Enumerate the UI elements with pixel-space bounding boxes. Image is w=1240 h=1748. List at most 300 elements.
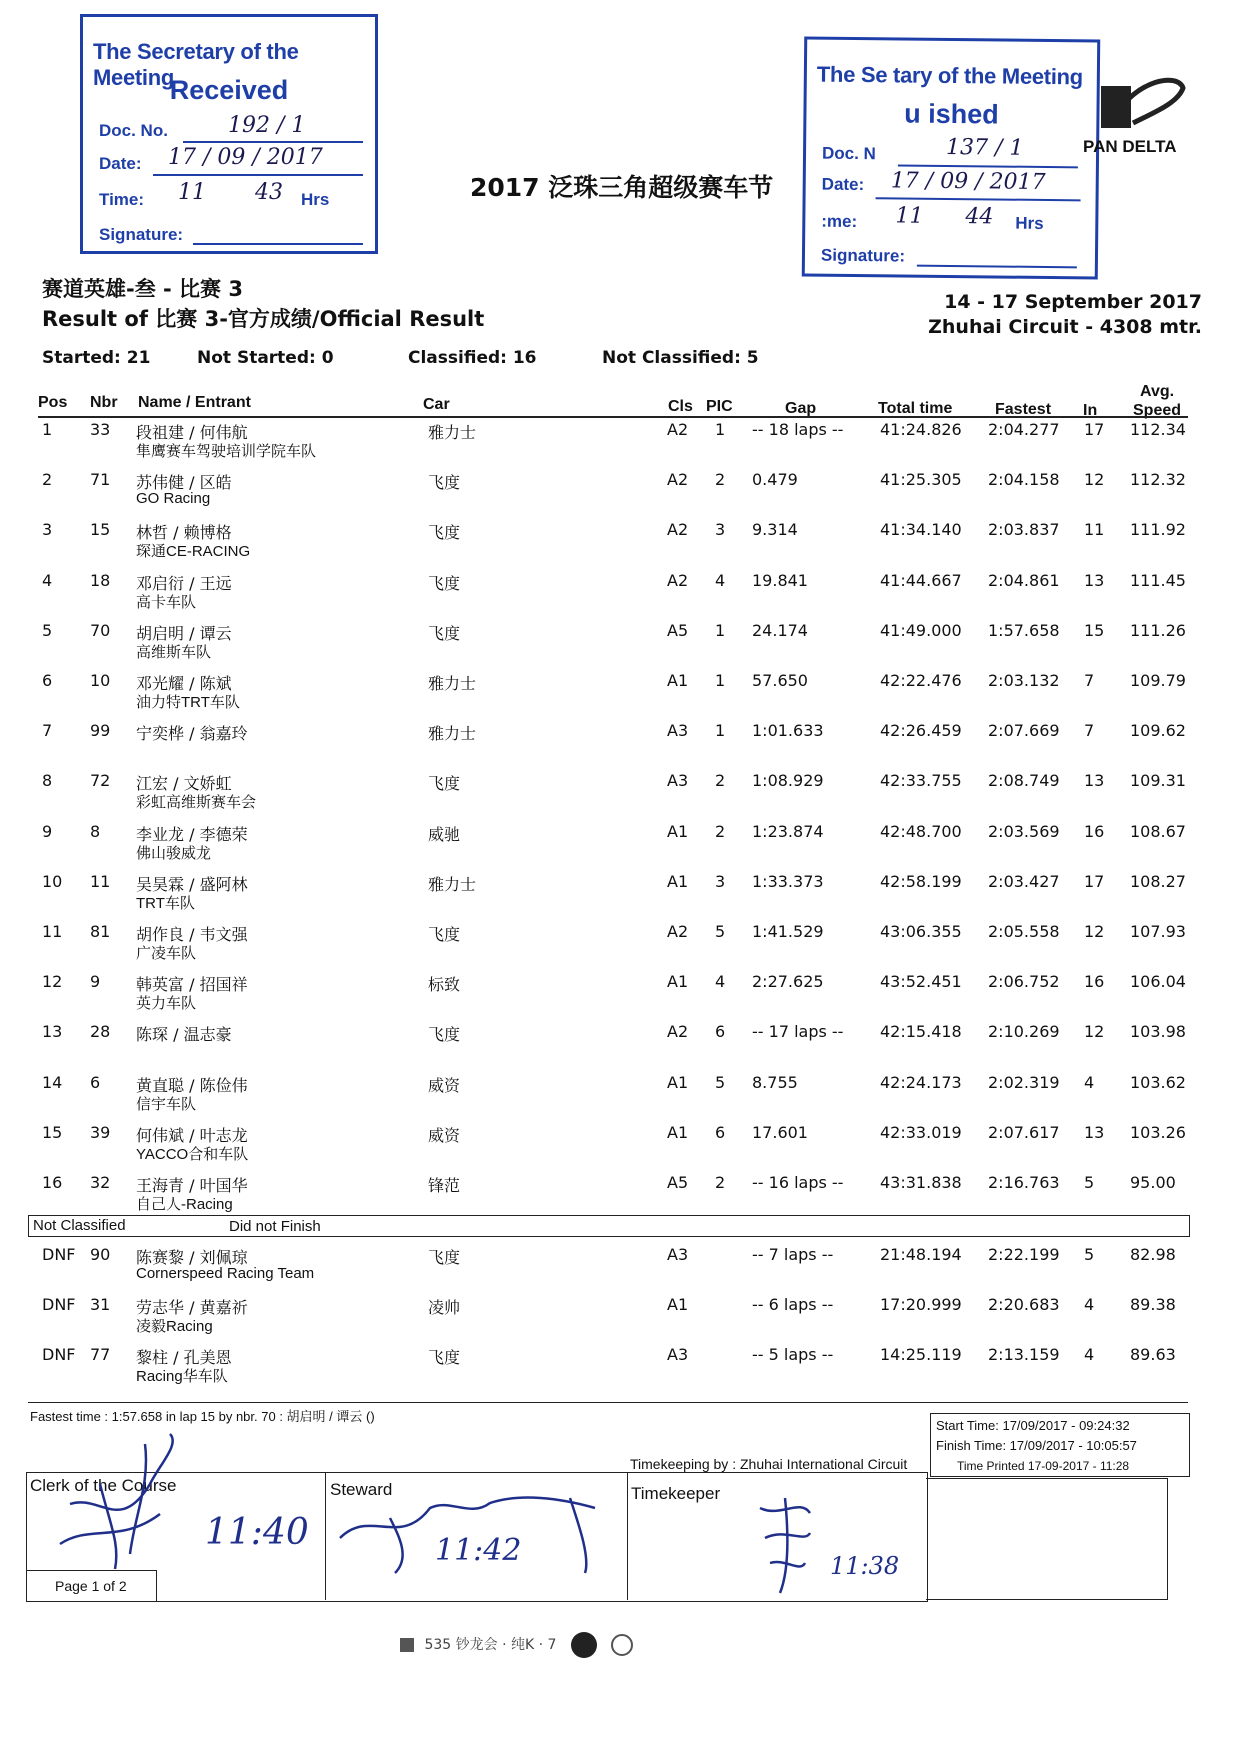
- row-cls: A1: [667, 871, 689, 891]
- row-car: 威资: [428, 1075, 461, 1095]
- table-row: [0, 1245, 1240, 1291]
- row-gap: 24.174: [752, 620, 808, 640]
- row-cls: A3: [667, 721, 689, 741]
- row-total-time: 42:48.700: [880, 821, 962, 841]
- partner-logos-text: 535 钞龙会 · 纯K · 7: [424, 1637, 557, 1653]
- row-fastest: 2:16.763: [988, 1173, 1060, 1192]
- steward-time: 11:42: [435, 1533, 522, 1568]
- row-car: 飞度: [428, 1025, 461, 1045]
- stamp-date-value: 17 / 09 / 2017: [168, 145, 323, 170]
- count-not-started: Not Started: 0: [197, 348, 334, 368]
- row-speed: 111.45: [1130, 570, 1186, 590]
- row-gap: 57.650: [752, 671, 808, 690]
- row-drivers: 陈琛 / 温志豪: [136, 1025, 232, 1045]
- row-car: 雅力士: [428, 423, 477, 442]
- table-row: [0, 470, 1240, 516]
- row-entrant: TRT车队: [136, 894, 195, 912]
- row-gap: 1:41.529: [752, 922, 824, 941]
- row-car: 雅力士: [428, 874, 477, 894]
- row-total-time: 21:48.194: [880, 1245, 962, 1264]
- row-total-time: 42:15.418: [880, 1022, 962, 1042]
- row-drivers: 黄直聪 / 陈俭伟: [136, 1075, 248, 1095]
- row-gap: 8.755: [752, 1072, 798, 1092]
- row-nbr: 10: [90, 671, 111, 690]
- row-entrant: 英力车队: [136, 995, 197, 1013]
- row-car: 飞度: [428, 1348, 461, 1367]
- row-nbr: 72: [90, 771, 111, 791]
- row-nbr: 8: [90, 821, 101, 841]
- row-cls: A5: [667, 1173, 689, 1192]
- row-pic: 3: [715, 871, 726, 891]
- row-pos: 1: [42, 420, 53, 439]
- row-drivers: 邓光耀 / 陈斌: [136, 674, 232, 693]
- row-cls: A2: [667, 520, 689, 540]
- finish-time: Finish Time: 17/09/2017 - 10:05:57: [936, 1438, 1137, 1453]
- row-drivers: 王海青 / 叶国华: [136, 1176, 248, 1195]
- row-car: 威资: [428, 1125, 461, 1145]
- count-started: Started: 21: [42, 348, 151, 368]
- not-classified-bar: [28, 1215, 1190, 1237]
- row-car: 飞度: [428, 623, 461, 643]
- not-classified-label: Not Classified: [33, 1217, 126, 1234]
- row-cls: A2: [667, 922, 689, 941]
- stamp-status: Received: [169, 75, 289, 105]
- row-drivers: 胡作良 / 韦文强: [136, 925, 248, 944]
- stamp-title: The Secretary of the Meeting: [93, 39, 299, 90]
- row-cls: A1: [667, 1295, 689, 1314]
- table-row: [0, 621, 1240, 667]
- row-speed: 89.38: [1130, 1295, 1176, 1314]
- row-pos: 9: [42, 821, 53, 841]
- row-car: 雅力士: [428, 724, 477, 744]
- row-total-time: 41:49.000: [880, 620, 962, 640]
- timekeeper-time: 11:38: [830, 1552, 900, 1580]
- steward-label: Steward: [330, 1480, 393, 1499]
- row-pic: 2: [715, 821, 726, 841]
- row-pic: 1: [715, 671, 726, 690]
- row-total-time: 43:31.838: [880, 1173, 962, 1192]
- timekeeper-label: Timekeeper: [631, 1484, 721, 1503]
- row-pos: 2: [42, 470, 53, 490]
- row-pic: 4: [715, 972, 726, 992]
- row-car: 锋范: [428, 1176, 461, 1195]
- row-fastest: 2:02.319: [988, 1072, 1060, 1092]
- row-in: 13: [1084, 771, 1105, 791]
- row-car: 飞度: [428, 523, 461, 543]
- row-entrant: 高维斯车队: [136, 643, 212, 661]
- row-speed: 111.26: [1130, 620, 1186, 640]
- row-speed: 95.00: [1130, 1173, 1176, 1192]
- row-gap: 1:33.373: [752, 871, 824, 891]
- stamp-time-label: :me:: [821, 211, 858, 232]
- row-entrant: 自己人-Racing: [136, 1196, 233, 1213]
- row-in: 13: [1084, 570, 1105, 590]
- row-in: 4: [1084, 1295, 1095, 1314]
- row-entrant: 琛通CE-RACING: [136, 543, 251, 561]
- row-gap: -- 5 laps --: [752, 1345, 834, 1364]
- stamp-time-label: Time:: [99, 190, 145, 209]
- table-row: [0, 520, 1240, 566]
- circuit-info: Zhuhai Circuit - 4308 mtr.: [928, 316, 1202, 338]
- count-not-classified: Not Classified: 5: [602, 348, 759, 368]
- event-dates-block: [928, 290, 1202, 340]
- row-gap: -- 16 laps --: [752, 1173, 844, 1192]
- row-pic: 6: [715, 1122, 726, 1142]
- row-speed: 107.93: [1130, 922, 1186, 941]
- row-pos: DNF: [42, 1295, 76, 1314]
- row-car: 标致: [428, 975, 461, 995]
- row-fastest: 2:03.427: [988, 871, 1060, 891]
- row-pic: 5: [715, 922, 726, 941]
- header-gap: Gap: [785, 400, 817, 417]
- table-row: [0, 922, 1240, 968]
- row-fastest: 2:13.159: [988, 1345, 1060, 1364]
- row-cls: A1: [667, 671, 689, 690]
- row-drivers: 江宏 / 文娇虹: [136, 774, 232, 794]
- stamp-date-value: 17 / 09 / 2017: [890, 168, 1046, 195]
- stamp-signature-label: Signature:: [820, 245, 906, 266]
- row-entrant: GO Racing: [136, 490, 211, 508]
- table-row: [0, 1173, 1240, 1219]
- table-row: [0, 771, 1240, 817]
- header-pic: PIC: [706, 398, 733, 415]
- row-nbr: 9: [90, 972, 101, 992]
- row-total-time: 41:24.826: [880, 420, 962, 439]
- row-gap: 17.601: [752, 1122, 808, 1142]
- row-gap: -- 17 laps --: [752, 1022, 844, 1042]
- row-speed: 108.27: [1130, 871, 1186, 891]
- partner-logos: [400, 1632, 633, 1658]
- row-entrant: 彩虹高维斯赛车会: [136, 794, 257, 812]
- row-drivers: 吴昊霖 / 盛阿林: [136, 874, 248, 894]
- stamp-status: u ished: [904, 98, 999, 130]
- row-speed: 109.79: [1130, 671, 1186, 690]
- table-row: [0, 1345, 1240, 1391]
- row-nbr: 6: [90, 1072, 101, 1092]
- row-fastest: 1:57.658: [988, 620, 1060, 640]
- row-drivers: 胡启明 / 谭云: [136, 623, 232, 643]
- row-car: 飞度: [428, 473, 461, 493]
- row-drivers: 苏伟健 / 区皓: [136, 473, 232, 493]
- row-total-time: 43:52.451: [880, 972, 962, 992]
- row-gap: 1:01.633: [752, 721, 824, 741]
- logo-text: PAN DELTA: [1083, 137, 1177, 156]
- row-speed: 89.63: [1130, 1345, 1176, 1364]
- clerk-label: Clerk of the Course: [30, 1476, 177, 1495]
- row-in: 4: [1084, 1345, 1095, 1364]
- stamp-signature-label: Signature:: [99, 225, 184, 244]
- row-fastest: 2:10.269: [988, 1022, 1060, 1042]
- row-speed: 103.62: [1130, 1072, 1186, 1092]
- table-row: [0, 822, 1240, 868]
- clerk-time: 11:40: [205, 1512, 309, 1553]
- row-total-time: 42:26.459: [880, 721, 962, 741]
- row-gap: 9.314: [752, 520, 798, 540]
- header-cls: Cls: [668, 398, 693, 415]
- stamp-date-label: Date:: [821, 174, 865, 195]
- row-in: 5: [1084, 1173, 1095, 1192]
- row-gap: 0.479: [752, 470, 798, 490]
- row-total-time: 42:58.199: [880, 871, 962, 891]
- row-drivers: 何伟斌 / 叶志龙: [136, 1125, 248, 1145]
- row-in: 15: [1084, 620, 1105, 640]
- table-row: [0, 571, 1240, 617]
- partner-logo-icon: [611, 1634, 633, 1656]
- row-nbr: 39: [90, 1122, 111, 1142]
- row-speed: 103.98: [1130, 1022, 1186, 1042]
- row-in: 4: [1084, 1072, 1095, 1092]
- row-entrant: 油力特TRT车队: [136, 694, 240, 711]
- stamp-date-label: Date:: [99, 154, 142, 173]
- row-fastest: 2:04.158: [988, 470, 1060, 490]
- row-speed: 82.98: [1130, 1245, 1176, 1264]
- row-total-time: 41:34.140: [880, 520, 962, 540]
- event-title: 2017 泛珠三角超级赛车节: [470, 173, 774, 202]
- row-entrant: Racing华车队: [136, 1368, 228, 1385]
- row-gap: -- 7 laps --: [752, 1245, 834, 1264]
- timekeeping-by: Timekeeping by : Zhuhai International Circuit: [630, 1456, 908, 1472]
- stamp-doc-label: Doc. No.: [99, 121, 168, 140]
- stamp-published: [802, 36, 1100, 279]
- row-pos: 15: [42, 1122, 63, 1142]
- row-fastest: 2:07.669: [988, 721, 1060, 741]
- row-cls: A2: [667, 570, 689, 590]
- row-entrant: 凌毅Racing: [136, 1318, 213, 1335]
- row-nbr: 11: [90, 871, 111, 891]
- row-total-time: 42:33.755: [880, 771, 962, 791]
- race-title: Result of 比赛 3-官方成绩/Official Result: [42, 307, 485, 331]
- header-nbr: Nbr: [90, 394, 118, 411]
- row-drivers: 韩英富 / 招国祥: [136, 975, 248, 995]
- row-pic: 1: [715, 721, 726, 741]
- row-speed: 112.34: [1130, 420, 1186, 439]
- row-pos: 3: [42, 520, 53, 540]
- row-pic: 6: [715, 1022, 726, 1042]
- row-speed: 109.31: [1130, 771, 1186, 791]
- row-in: 11: [1084, 520, 1105, 540]
- event-dates: 14 - 17 September 2017: [944, 291, 1202, 313]
- row-cls: A3: [667, 1245, 689, 1264]
- row-entrant: 高卡车队: [136, 593, 197, 611]
- timekeeper-signature: [750, 1488, 820, 1598]
- row-drivers: 段祖建 / 何伟航: [136, 423, 248, 442]
- row-total-time: 42:24.173: [880, 1072, 962, 1092]
- header-speed: Speed: [1133, 402, 1182, 419]
- count-classified: Classified: 16: [408, 348, 537, 368]
- row-pos: 5: [42, 620, 53, 640]
- row-cls: A2: [667, 420, 689, 439]
- row-pos: 16: [42, 1173, 63, 1192]
- row-nbr: 32: [90, 1173, 111, 1192]
- row-cls: A1: [667, 1072, 689, 1092]
- row-gap: 19.841: [752, 570, 808, 590]
- divider: [627, 1472, 628, 1600]
- start-time: Start Time: 17/09/2017 - 09:24:32: [936, 1418, 1130, 1433]
- row-pic: 3: [715, 520, 726, 540]
- row-gap: 1:08.929: [752, 771, 824, 791]
- row-drivers: 陈赛黎 / 刘佩琼: [136, 1248, 248, 1267]
- footer-divider: [28, 1402, 1188, 1403]
- row-cls: A1: [667, 972, 689, 992]
- row-in: 7: [1084, 721, 1095, 741]
- row-entrant: YACCO合和车队: [136, 1145, 249, 1163]
- row-car: 飞度: [428, 925, 461, 944]
- stamp-doc-value: 137 / 1: [945, 134, 1024, 161]
- header-total-time: Total time: [878, 400, 953, 417]
- row-cls: A1: [667, 821, 689, 841]
- stamp-doc-label: Doc. N: [821, 143, 876, 164]
- row-pos: DNF: [42, 1345, 76, 1364]
- page-number: Page 1 of 2: [55, 1578, 127, 1594]
- row-car: 雅力士: [428, 674, 477, 693]
- stamp-time-hour: 11: [895, 203, 924, 229]
- row-total-time: 41:25.305: [880, 470, 962, 490]
- row-fastest: 2:07.617: [988, 1122, 1060, 1142]
- row-in: 16: [1084, 821, 1105, 841]
- row-drivers: 李业龙 / 李德荣: [136, 824, 248, 844]
- stamp-time-minute: 44: [965, 204, 994, 230]
- stamp-hrs-label: Hrs: [1015, 213, 1044, 233]
- row-fastest: 2:03.569: [988, 821, 1060, 841]
- row-fastest: 2:03.837: [988, 520, 1060, 540]
- row-pic: 2: [715, 771, 726, 791]
- partner-logo-icon: [400, 1638, 414, 1652]
- row-pos: 12: [42, 972, 63, 992]
- row-cls: A3: [667, 1345, 689, 1364]
- row-entrant: 佛山骏威龙: [136, 844, 212, 862]
- row-drivers: 宁奕桦 / 翁嘉玲: [136, 724, 248, 744]
- row-pic: 1: [715, 620, 726, 640]
- row-nbr: 99: [90, 721, 111, 741]
- row-in: 17: [1084, 871, 1105, 891]
- row-car: 凌帅: [428, 1298, 461, 1317]
- row-pos: 4: [42, 570, 53, 590]
- header-in: In: [1083, 402, 1098, 419]
- row-car: 飞度: [428, 1248, 461, 1267]
- row-in: 16: [1084, 972, 1105, 992]
- did-not-finish-label: Did not Finish: [229, 1218, 321, 1235]
- row-cls: A1: [667, 1122, 689, 1142]
- table-row: [0, 420, 1240, 466]
- table-row: [0, 721, 1240, 767]
- clerk-signature: [40, 1424, 190, 1574]
- row-cls: A3: [667, 771, 689, 791]
- row-total-time: 42:33.019: [880, 1122, 962, 1142]
- row-drivers: 林哲 / 赖博格: [136, 523, 232, 543]
- row-pos: 8: [42, 771, 53, 791]
- stamp-time-hour: 11: [178, 180, 206, 205]
- row-total-time: 17:20.999: [880, 1295, 962, 1314]
- row-gap: 2:27.625: [752, 972, 824, 992]
- row-car: 飞度: [428, 774, 461, 794]
- row-speed: 109.62: [1130, 721, 1186, 741]
- row-fastest: 2:05.558: [988, 922, 1060, 941]
- stamp-time-minute: 43: [255, 180, 283, 205]
- row-gap: 1:23.874: [752, 821, 824, 841]
- header-name: Name / Entrant: [138, 394, 251, 411]
- row-entrant: 隼鹰赛车驾驶培训学院车队: [136, 443, 317, 460]
- row-drivers: 黎柱 / 孔美恩: [136, 1348, 232, 1367]
- row-speed: 111.92: [1130, 520, 1186, 540]
- row-fastest: 2:20.683: [988, 1295, 1060, 1314]
- row-pos: DNF: [42, 1245, 76, 1264]
- row-drivers: 邓启衍 / 王远: [136, 573, 232, 593]
- row-drivers: 劳志华 / 黄嘉祈: [136, 1298, 248, 1317]
- table-row: [0, 1022, 1240, 1068]
- table-row: [0, 1073, 1240, 1119]
- row-in: 13: [1084, 1122, 1105, 1142]
- row-fastest: 2:08.749: [988, 771, 1060, 791]
- row-entrant: 信宇车队: [136, 1095, 197, 1113]
- row-pic: 5: [715, 1072, 726, 1092]
- row-in: 12: [1084, 922, 1105, 941]
- row-pic: 2: [715, 1173, 726, 1192]
- row-nbr: 15: [90, 520, 111, 540]
- race-subtitle: 赛道英雄-叁 - 比赛 3: [42, 277, 243, 301]
- row-total-time: 42:22.476: [880, 671, 962, 690]
- row-total-time: 41:44.667: [880, 570, 962, 590]
- row-cls: A2: [667, 470, 689, 490]
- header-fastest: Fastest: [995, 401, 1052, 418]
- row-nbr: 28: [90, 1022, 111, 1042]
- table-row: [0, 671, 1240, 717]
- header-avg: Avg.: [1140, 383, 1175, 400]
- row-entrant: Cornerspeed Racing Team: [136, 1265, 315, 1282]
- row-nbr: 70: [90, 620, 111, 640]
- table-row: [0, 1295, 1240, 1341]
- timing-info-box: [930, 1413, 1190, 1477]
- row-pic: 2: [715, 470, 726, 490]
- row-speed: 103.26: [1130, 1122, 1186, 1142]
- row-in: 5: [1084, 1245, 1095, 1264]
- fastest-time-note: Fastest time : 1:57.658 in lap 15 by nbr. 70 : 胡启明 / 谭云 (): [30, 1409, 375, 1424]
- row-car: 威驰: [428, 824, 461, 844]
- stamp-title: The Se tary of the Meeting: [816, 61, 1084, 90]
- row-speed: 106.04: [1130, 972, 1186, 992]
- row-fastest: 2:22.199: [988, 1245, 1060, 1264]
- row-gap: -- 18 laps --: [752, 420, 844, 439]
- row-fastest: 2:04.277: [988, 420, 1060, 439]
- row-nbr: 71: [90, 470, 111, 490]
- stamp-hrs-label: Hrs: [301, 190, 330, 209]
- row-gap: -- 6 laps --: [752, 1295, 834, 1314]
- row-nbr: 77: [90, 1345, 111, 1364]
- row-fastest: 2:03.132: [988, 671, 1060, 690]
- time-printed: Time Printed 17-09-2017 - 11:28: [957, 1459, 1130, 1473]
- row-in: 17: [1084, 420, 1105, 439]
- row-nbr: 33: [90, 420, 111, 439]
- row-in: 12: [1084, 1022, 1105, 1042]
- row-car: 飞度: [428, 573, 461, 593]
- stamp-doc-value: 192 / 1: [228, 113, 306, 138]
- table-row: [0, 1123, 1240, 1169]
- row-nbr: 18: [90, 570, 111, 590]
- row-nbr: 31: [90, 1295, 111, 1314]
- row-pic: 1: [715, 420, 726, 439]
- row-cls: A2: [667, 1022, 689, 1042]
- row-nbr: 81: [90, 922, 111, 941]
- row-pos: 13: [42, 1022, 63, 1042]
- row-entrant: 广凌车队: [136, 945, 197, 962]
- table-row: [0, 972, 1240, 1018]
- row-pos: 14: [42, 1072, 63, 1092]
- row-speed: 108.67: [1130, 821, 1186, 841]
- signature-extra-box: [926, 1478, 1168, 1600]
- row-speed: 112.32: [1130, 470, 1186, 490]
- row-pos: 11: [42, 922, 63, 941]
- header-pos: Pos: [38, 394, 68, 411]
- partner-logo-icon: [571, 1632, 597, 1658]
